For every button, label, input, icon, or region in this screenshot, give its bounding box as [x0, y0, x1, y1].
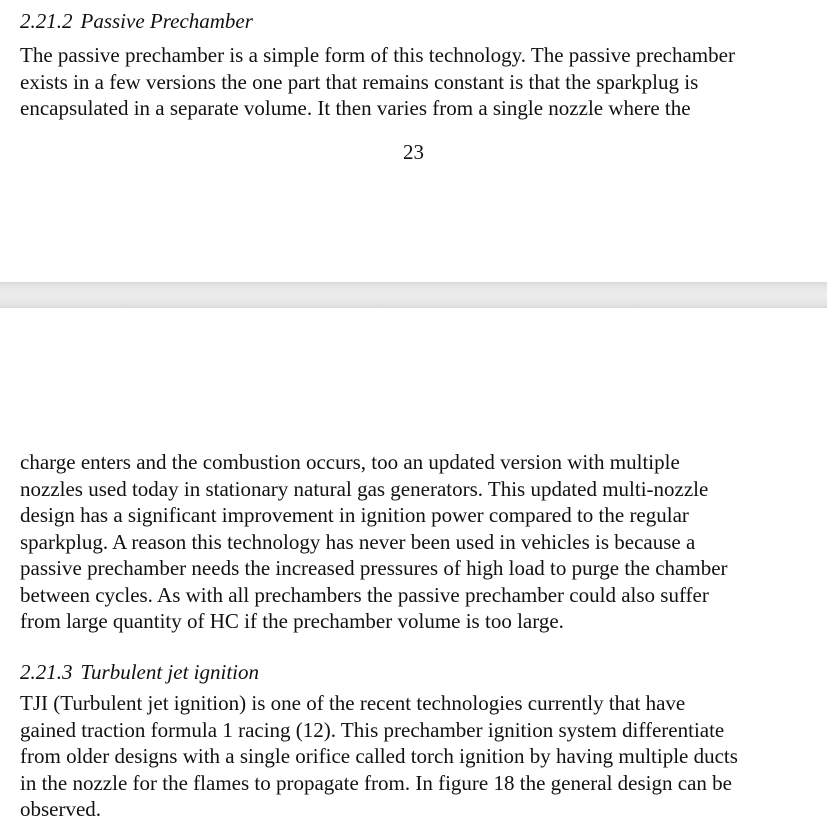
section-title: Turbulent jet ignition	[80, 660, 260, 684]
section-number: 2.21.2	[20, 9, 73, 33]
text-line: observed.	[20, 797, 102, 821]
page-separator	[0, 282, 827, 308]
paragraph-passive-prechamber-continued	[20, 449, 820, 635]
text-line: nozzles used today in stationary natural gas generators. This updated multi-nozzle	[20, 476, 709, 501]
paragraph-passive-prechamber-start	[20, 42, 820, 122]
text-line: sparkplug. A reason this technology has never been used in vehicles is because a	[20, 529, 696, 554]
document-page-24	[0, 308, 827, 832]
text-line: encapsulated in a separate volume. It then varies from a single nozzle where the	[20, 96, 691, 120]
section-heading-turbulent-jet-ignition	[20, 659, 259, 685]
text-line: design has a significant improvement in ignition power compared to the regular	[20, 503, 689, 527]
section-heading-passive-prechamber	[20, 8, 253, 34]
paragraph-turbulent-jet-ignition	[20, 690, 820, 823]
text-line: exists in a few versions the one part that remains constant is that the sparkplug is	[20, 69, 699, 94]
text-line: TJI (Turbulent jet ignition) is one of the recent technologies currently that have	[20, 691, 686, 715]
section-title: Passive Prechamber	[80, 9, 253, 33]
text-line: charge enters and the combustion occurs, too an updated version with multiple	[20, 450, 680, 474]
page-number: 23	[403, 140, 424, 164]
text-line: from large quantity of HC if the prechamber volume is too large.	[20, 609, 564, 633]
text-line: The passive prechamber is a simple form of this technology. The passive prechamber	[20, 43, 735, 67]
text-line: between cycles. As with all prechambers the passive prechamber could also suffer	[20, 582, 709, 607]
text-line: from older designs with a single orifice called torch ignition by having multiple ducts	[20, 744, 738, 768]
text-line: gained traction formula 1 racing (12). This prechamber ignition system differentiate	[20, 717, 725, 742]
document-page-23	[0, 0, 827, 282]
section-number: 2.21.3	[20, 660, 73, 684]
text-line: passive prechamber needs the increased pressures of high load to purge the chamber	[20, 556, 728, 580]
text-line: in the nozzle for the flames to propagate from. In figure 18 the general design can be	[20, 770, 732, 795]
